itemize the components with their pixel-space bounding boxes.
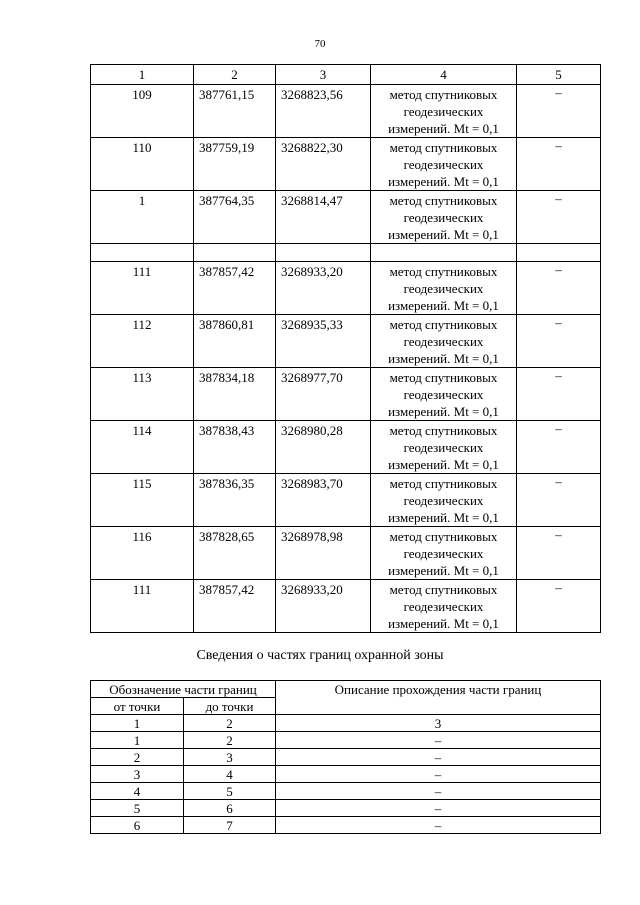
to-point: 2 [184, 732, 276, 749]
table-row [91, 580, 601, 633]
table-row [91, 421, 601, 474]
x-coordinate: 387860,81 [194, 315, 276, 368]
point-number: 110 [91, 138, 194, 191]
method-line: геодезических [403, 599, 484, 614]
point-number: 109 [91, 85, 194, 138]
table-row [91, 732, 601, 749]
method-line: метод спутниковых [389, 370, 498, 385]
column-header: 3 [276, 65, 371, 85]
method-line: измерений. Mt = 0,1 [388, 298, 499, 313]
table-row [91, 315, 601, 368]
from-point: 6 [91, 817, 184, 834]
note-cell: – [517, 315, 601, 368]
method-cell [371, 191, 517, 244]
note-cell: – [517, 421, 601, 474]
method-line: метод спутниковых [389, 193, 498, 208]
x-coordinate: 387838,43 [194, 421, 276, 474]
y-coordinate: 3268822,30 [276, 138, 371, 191]
column-header: 4 [371, 65, 517, 85]
method-line: метод спутниковых [389, 529, 498, 544]
y-coordinate: 3268977,70 [276, 368, 371, 421]
method-line: измерений. Mt = 0,1 [388, 121, 499, 136]
point-number: 1 [91, 191, 194, 244]
point-number: 114 [91, 421, 194, 474]
note-cell: – [517, 85, 601, 138]
x-coordinate: 387857,42 [194, 262, 276, 315]
method-line: метод спутниковых [389, 317, 498, 332]
column-number: 1 [91, 715, 184, 732]
method-line: измерений. Mt = 0,1 [388, 457, 499, 472]
point-number: 111 [91, 262, 194, 315]
method-line: метод спутниковых [389, 264, 498, 279]
note-cell: – [517, 138, 601, 191]
method-line: измерений. Mt = 0,1 [388, 563, 499, 578]
point-number: 115 [91, 474, 194, 527]
method-line: измерений. Mt = 0,1 [388, 404, 499, 419]
note-cell: – [517, 474, 601, 527]
table-row [91, 817, 601, 834]
to-point: 3 [184, 749, 276, 766]
method-line: метод спутниковых [389, 87, 498, 102]
description: – [276, 749, 601, 766]
table-row [91, 138, 601, 191]
to-point: 7 [184, 817, 276, 834]
x-coordinate: 387761,15 [194, 85, 276, 138]
coordinates-table [90, 64, 601, 633]
method-line: геодезических [403, 157, 484, 172]
header-to-point: до точки [184, 698, 276, 715]
y-coordinate: 3268823,56 [276, 85, 371, 138]
table-row [91, 368, 601, 421]
method-line: геодезических [403, 546, 484, 561]
x-coordinate: 387759,19 [194, 138, 276, 191]
note-cell: – [517, 262, 601, 315]
method-line: геодезических [403, 440, 484, 455]
method-line: измерений. Mt = 0,1 [388, 616, 499, 631]
x-coordinate: 387764,35 [194, 191, 276, 244]
method-cell [371, 474, 517, 527]
note-cell: – [517, 527, 601, 580]
table-row [91, 783, 601, 800]
empty-cell [91, 244, 194, 262]
empty-cell [371, 244, 517, 262]
method-line: измерений. Mt = 0,1 [388, 227, 499, 242]
method-line: геодезических [403, 334, 484, 349]
x-coordinate: 387857,42 [194, 580, 276, 633]
from-point: 3 [91, 766, 184, 783]
x-coordinate: 387836,35 [194, 474, 276, 527]
note-cell: – [517, 191, 601, 244]
header-description: Описание прохождения части границ [276, 681, 601, 715]
method-cell [371, 138, 517, 191]
table-row [91, 766, 601, 783]
point-number: 111 [91, 580, 194, 633]
empty-cell [517, 244, 601, 262]
method-cell [371, 85, 517, 138]
table-row [91, 85, 601, 138]
method-line: метод спутниковых [389, 476, 498, 491]
table-row [91, 474, 601, 527]
method-cell [371, 527, 517, 580]
empty-cell [194, 244, 276, 262]
table-row [91, 191, 601, 244]
description: – [276, 817, 601, 834]
table-row [91, 262, 601, 315]
empty-separator-row [91, 244, 601, 262]
boundary-parts-table [90, 680, 601, 834]
to-point: 5 [184, 783, 276, 800]
column-number: 3 [276, 715, 601, 732]
column-header: 1 [91, 65, 194, 85]
from-point: 1 [91, 732, 184, 749]
note-cell: – [517, 368, 601, 421]
x-coordinate: 387834,18 [194, 368, 276, 421]
column-header: 5 [517, 65, 601, 85]
description: – [276, 800, 601, 817]
x-coordinate: 387828,65 [194, 527, 276, 580]
y-coordinate: 3268978,98 [276, 527, 371, 580]
point-number: 112 [91, 315, 194, 368]
method-cell [371, 262, 517, 315]
description: – [276, 732, 601, 749]
method-line: метод спутниковых [389, 140, 498, 155]
column-header: 2 [194, 65, 276, 85]
from-point: 5 [91, 800, 184, 817]
to-point: 4 [184, 766, 276, 783]
note-cell: – [517, 580, 601, 633]
method-cell [371, 421, 517, 474]
method-line: геодезических [403, 387, 484, 402]
method-line: метод спутниковых [389, 423, 498, 438]
description: – [276, 766, 601, 783]
y-coordinate: 3268980,28 [276, 421, 371, 474]
table-header-row [91, 681, 601, 698]
column-number: 2 [184, 715, 276, 732]
method-line: геодезических [403, 493, 484, 508]
point-number: 116 [91, 527, 194, 580]
point-number: 113 [91, 368, 194, 421]
empty-cell [276, 244, 371, 262]
description: – [276, 783, 601, 800]
method-cell [371, 580, 517, 633]
table-row [91, 800, 601, 817]
method-cell [371, 315, 517, 368]
from-point: 4 [91, 783, 184, 800]
table-header-row [91, 65, 601, 85]
table-row [91, 749, 601, 766]
method-line: геодезических [403, 210, 484, 225]
y-coordinate: 3268933,20 [276, 580, 371, 633]
table-row [91, 527, 601, 580]
header-from-point: от точки [91, 698, 184, 715]
method-line: геодезических [403, 281, 484, 296]
method-line: измерений. Mt = 0,1 [388, 174, 499, 189]
method-cell [371, 368, 517, 421]
y-coordinate: 3268983,70 [276, 474, 371, 527]
y-coordinate: 3268935,33 [276, 315, 371, 368]
column-number-row [91, 715, 601, 732]
header-group-label: Обозначение части границ [91, 681, 276, 698]
method-line: геодезических [403, 104, 484, 119]
method-line: измерений. Mt = 0,1 [388, 351, 499, 366]
y-coordinate: 3268933,20 [276, 262, 371, 315]
to-point: 6 [184, 800, 276, 817]
from-point: 2 [91, 749, 184, 766]
method-line: измерений. Mt = 0,1 [388, 510, 499, 525]
page-number: 70 [314, 38, 326, 50]
y-coordinate: 3268814,47 [276, 191, 371, 244]
section-title: Сведения о частях границ охранной зоны [196, 648, 444, 663]
method-line: метод спутниковых [389, 582, 498, 597]
